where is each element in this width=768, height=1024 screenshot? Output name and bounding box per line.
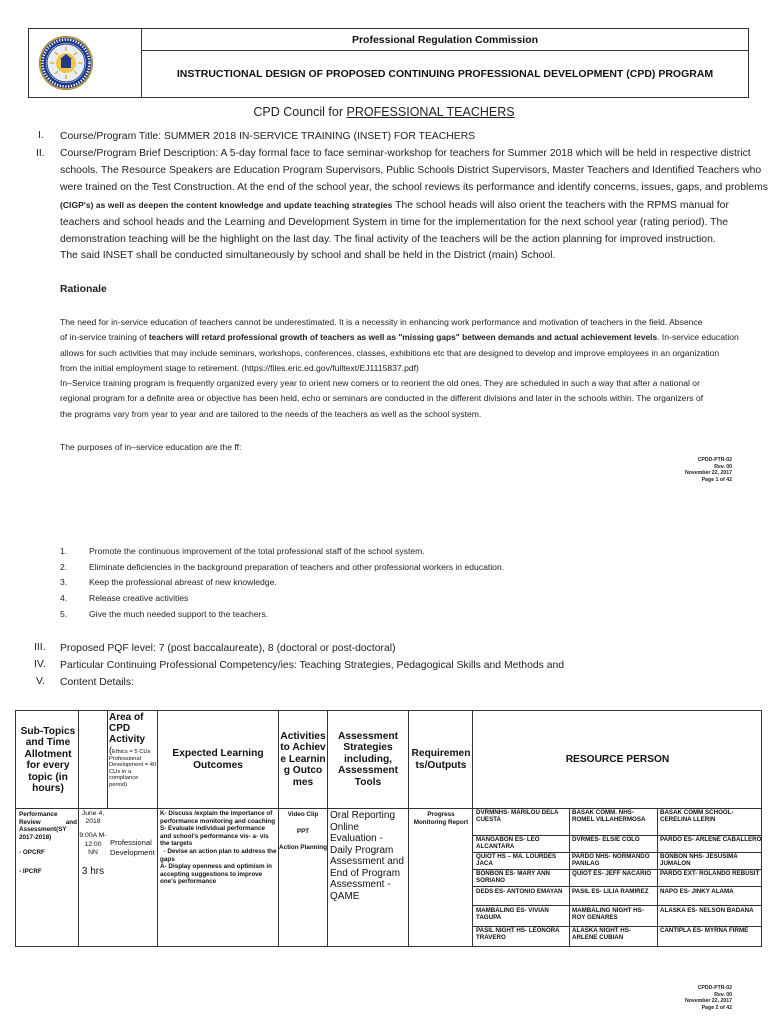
activities-cell [279,811,327,852]
stamp-code: CPDD-PTR-02 [697,985,732,991]
stamp-revision: Rev. 00 [714,463,732,470]
stamp-date: November 22, 2017 [684,998,732,1004]
section-iii-number: III. [34,642,46,653]
description-line: were trained on the Test Construction. At the end of the school year, the school reviews its performance and identify concerns, issues, gaps, and problems [60,181,768,193]
activity-item: Action Planning [279,844,327,852]
resource-person: MANGABON ES- LEO ALCANTARA [476,836,540,851]
resource-person: PARDO EXT- ROLANDO REBUSIT [660,870,760,877]
header-resource-person: RESOURCE PERSON [565,753,670,765]
document-header [28,28,749,98]
pqf-level: Proposed PQF level: 7 (post baccalaureate), 8 (doctoral or post-doctoral) [60,643,396,654]
rationale-line: from the initial employment stage to retirement. (https://files.eric.ed.gov/fulltext/EJ1115837.pdf) [60,363,419,374]
resource-person: QUIOT ES- JEFF NACARIO [572,870,652,877]
list-text: Promote the continuous improvement of the total professional staff of the school system. [89,546,425,556]
course-title: Course/Program Title: SUMMER 2018 IN-SERVICE TRAINING (INSET) FOR TEACHERS [60,131,476,142]
area-cell: Professional Development [110,838,155,857]
description-line-rest: The school heads will also orient the teachers with the RPMS manual for [392,199,729,211]
council-profession: PROFESSIONAL TEACHERS [346,105,515,119]
table-divider [408,711,409,946]
activity-item: Video Clip [287,811,319,818]
council-prefix: CPD Council for [253,105,344,119]
description-line: schools. The Resource Speakers are Education Program Supervisors, Public Schools District Supervisors, Master Teachers and Identified Teachers who [60,164,762,176]
header-activities: Activities to Achieve Learning Outcomes [280,730,326,788]
subtopic-item: - OPCRF [19,849,45,857]
header-area-note [109,747,157,789]
description-line: demonstration teaching will be the highlight on the last day. The final activity of the teachers will be the action planning for improved instruction. [60,233,716,245]
resource-person: BONBON NHS- JESUSIMA JUMALON [660,853,738,868]
prc-seal-logo [38,35,94,91]
description-line: teachers and school heads and the Learning and Development System in time for the implementation for the next school year (rating period). The [60,216,729,228]
list-text: Keep the professional abreast of new knowledge. [89,577,277,588]
schedule-hours: 3 hrs [81,866,105,878]
resource-person: QUIOT HS – MA. LOURDES JACA [476,853,557,868]
table-row-border [472,886,761,887]
requirements-cell: Progress Monitoring Report [413,811,469,826]
rationale-line: In–Service training program is frequently organized every year to orient new comers or to reorient the old ones. They are scheduled in such a way that after a national or [60,378,700,388]
list-number: 5. [60,608,68,619]
table-row-border [472,905,761,906]
header-expected-outcomes: Expected Learning Outcomes [172,748,264,771]
resource-person: MAMBALING ES- VIVIAN TAGUPA [476,907,549,922]
resource-person: CANTIPLA ES- MYRNA FIRME [660,927,749,934]
resource-person: PARDO NHS- NORMANDO PANILAG [572,853,650,868]
resource-person: BONBON ES- MARY ANN SORIANO [476,870,551,885]
list-text: Give the much needed support to the teachers. [89,608,269,619]
resource-person: BASAK COMM SCHOOL- CERELINA LLERIN [660,809,734,824]
list-text: Eliminate deficiencies in the background preparation of teachers and other professional workers in education. [89,561,505,572]
schedule-cell [79,810,107,878]
list-number: 2. [60,561,68,572]
resource-person: PASIL ES- LILIA RAMIREZ [572,888,649,895]
resource-person: NAPO ES- JINKY ALAMA [660,888,734,895]
header-assessment: Assessment Strategies including, Assessment Tools [337,730,399,788]
header-area-note-text: Ethics = 5 CUs Professional Development = 40 CUs in a compliance period) [109,749,157,788]
header-subtopics: Sub-Topics and Time Allotment for every topic (in hours) [20,725,76,794]
subtopic-cell [19,811,77,876]
resource-person: DEDS ES- ANTONIO EMAYAN [476,888,563,895]
assessment-cell: Oral Reporting Online Evaluation - Daily Program Assessment and End of Program Assessment - QAME [330,810,404,902]
outcome-attitude: A- Display openness and optimism in accepting suggestions to improve one's performance [160,863,272,886]
section-ii-number: II. [36,148,45,159]
header-area-note-paren: ( [109,745,112,755]
schedule-date: June 4, 2018 [81,810,105,826]
rationale-text: of in-service training of [60,332,149,343]
organization-name: Professional Regulation Commission [142,29,748,51]
schedule-time: 9:00A M-12:00 NN [79,832,107,856]
subtopic-title: Performance Review and Assessment(SY 2017-2018) [19,811,77,841]
header-area [109,711,157,808]
list-number: 1. [60,546,68,556]
outcome-knowledge: K- Discuss /explain the importance of performance monitoring and coaching [160,810,276,825]
description-line: Course/Program Brief Description: A 5-day formal face to face seminar-workshop for teachers for Summer 2018 which will be held in respective district [60,148,751,159]
resource-person: ALASKA NIGHT HS- ARLENE CUBIAN [572,927,631,942]
section-iv-number: IV. [34,659,46,670]
resource-person: PARDO ES- ARLENE CABALLERO [660,836,762,843]
content-details-label: Content Details: [60,677,134,688]
page-stamp-2 [685,985,732,1011]
page-stamp-1 [685,457,732,483]
list-number: 4. [60,593,68,604]
resource-person: PASIL NIGHT HS- LEONORA TRAVERO [476,927,560,942]
rationale-line: The need for in-service education of teachers cannot be underestimated. It is a necessity in enhancing work performance and motivation of teachers in the field. Absence [60,317,703,327]
outcome-skill: S- Evaluate individual performance and school's performance vis- a- vis the targets [160,825,269,848]
rationale-paragraph-1 [60,315,768,377]
stamp-page: Page 2 of 42 [701,1004,732,1011]
stamp-date: November 22, 2017 [684,470,732,476]
table-divider [327,711,328,946]
rationale-line: allows for such activities that may include seminars, workshops, conferences, classes, exhibitions etc that are designed to develop and improve employees in an organization [60,347,720,358]
rationale-line: the programs vary from year to year and are tailored to the needs of the teachers as well as the school system. [60,408,482,419]
resource-person: MAMBALING NIGHT HS- ROY GENARES [572,907,644,922]
stamp-revision: Rev. 00 [714,991,732,998]
section-v-number: V. [36,676,45,687]
rationale-heading: Rationale [60,284,107,295]
rationale-line: regional program for a definite area or objective has been held, echo or seminars are conducted in the different divisions and later in the schools within. The organizers of [60,393,704,404]
competencies: Particular Continuing Professional Competency/ies: Teaching Strategies, Pedagogical Skills and Methods and [60,660,565,671]
logo-cell [29,29,142,97]
outcomes-cell [160,810,277,886]
header-area-label: Area of CPD Activity [109,712,146,745]
description-line: The said INSET shall be conducted simultaneously by school and shall be held in the District (main) School. [60,250,556,262]
rationale-paragraph-2 [60,376,768,422]
resource-person: DVRMNHS- MARILOU DELA CUESTA [476,809,559,824]
activity-item: PPT [296,827,310,835]
rationale-text: . In-service education [657,332,739,343]
purposes-intro: The purposes of in–service education are the ff: [60,442,242,452]
section-i-number: I. [38,130,44,141]
list-number: 3. [60,577,68,588]
list-text: Release creative activities [89,593,189,604]
header-requirements: Requirements/Outputs [411,748,471,771]
description-bold-phrase: (CIGP's) as well as deepen the content knowledge and update teaching strategies [60,199,393,210]
description-line [60,197,768,215]
resource-person: ALASKA ES- NELSON BADANA [660,907,754,914]
rationale-line [60,330,768,345]
document-title: INSTRUCTIONAL DESIGN OF PROPOSED CONTINUING PROFESSIONAL DEVELOPMENT (CPD) PROGRAM [176,68,714,80]
resource-person: BASAK COMM. NHS- ROMEL VILLAHERMOSA [572,809,646,824]
stamp-code: CPDD-PTR-02 [697,457,732,463]
council-line [0,105,768,119]
resource-person: DVRMES- ELSIE COLO [572,836,640,843]
content-details-table [15,710,762,947]
subtopic-item: - IPCRF [19,867,42,875]
rationale-bold-text: teachers will retard professional growth of teachers as well as "missing gaps" between demands and actual achievement levels [148,332,658,343]
stamp-page: Page 1 of 42 [701,476,732,483]
table-divider [107,711,108,808]
course-description [60,146,768,265]
outcome-skill-plan: - Devise an action plan to address the gaps [160,847,279,863]
